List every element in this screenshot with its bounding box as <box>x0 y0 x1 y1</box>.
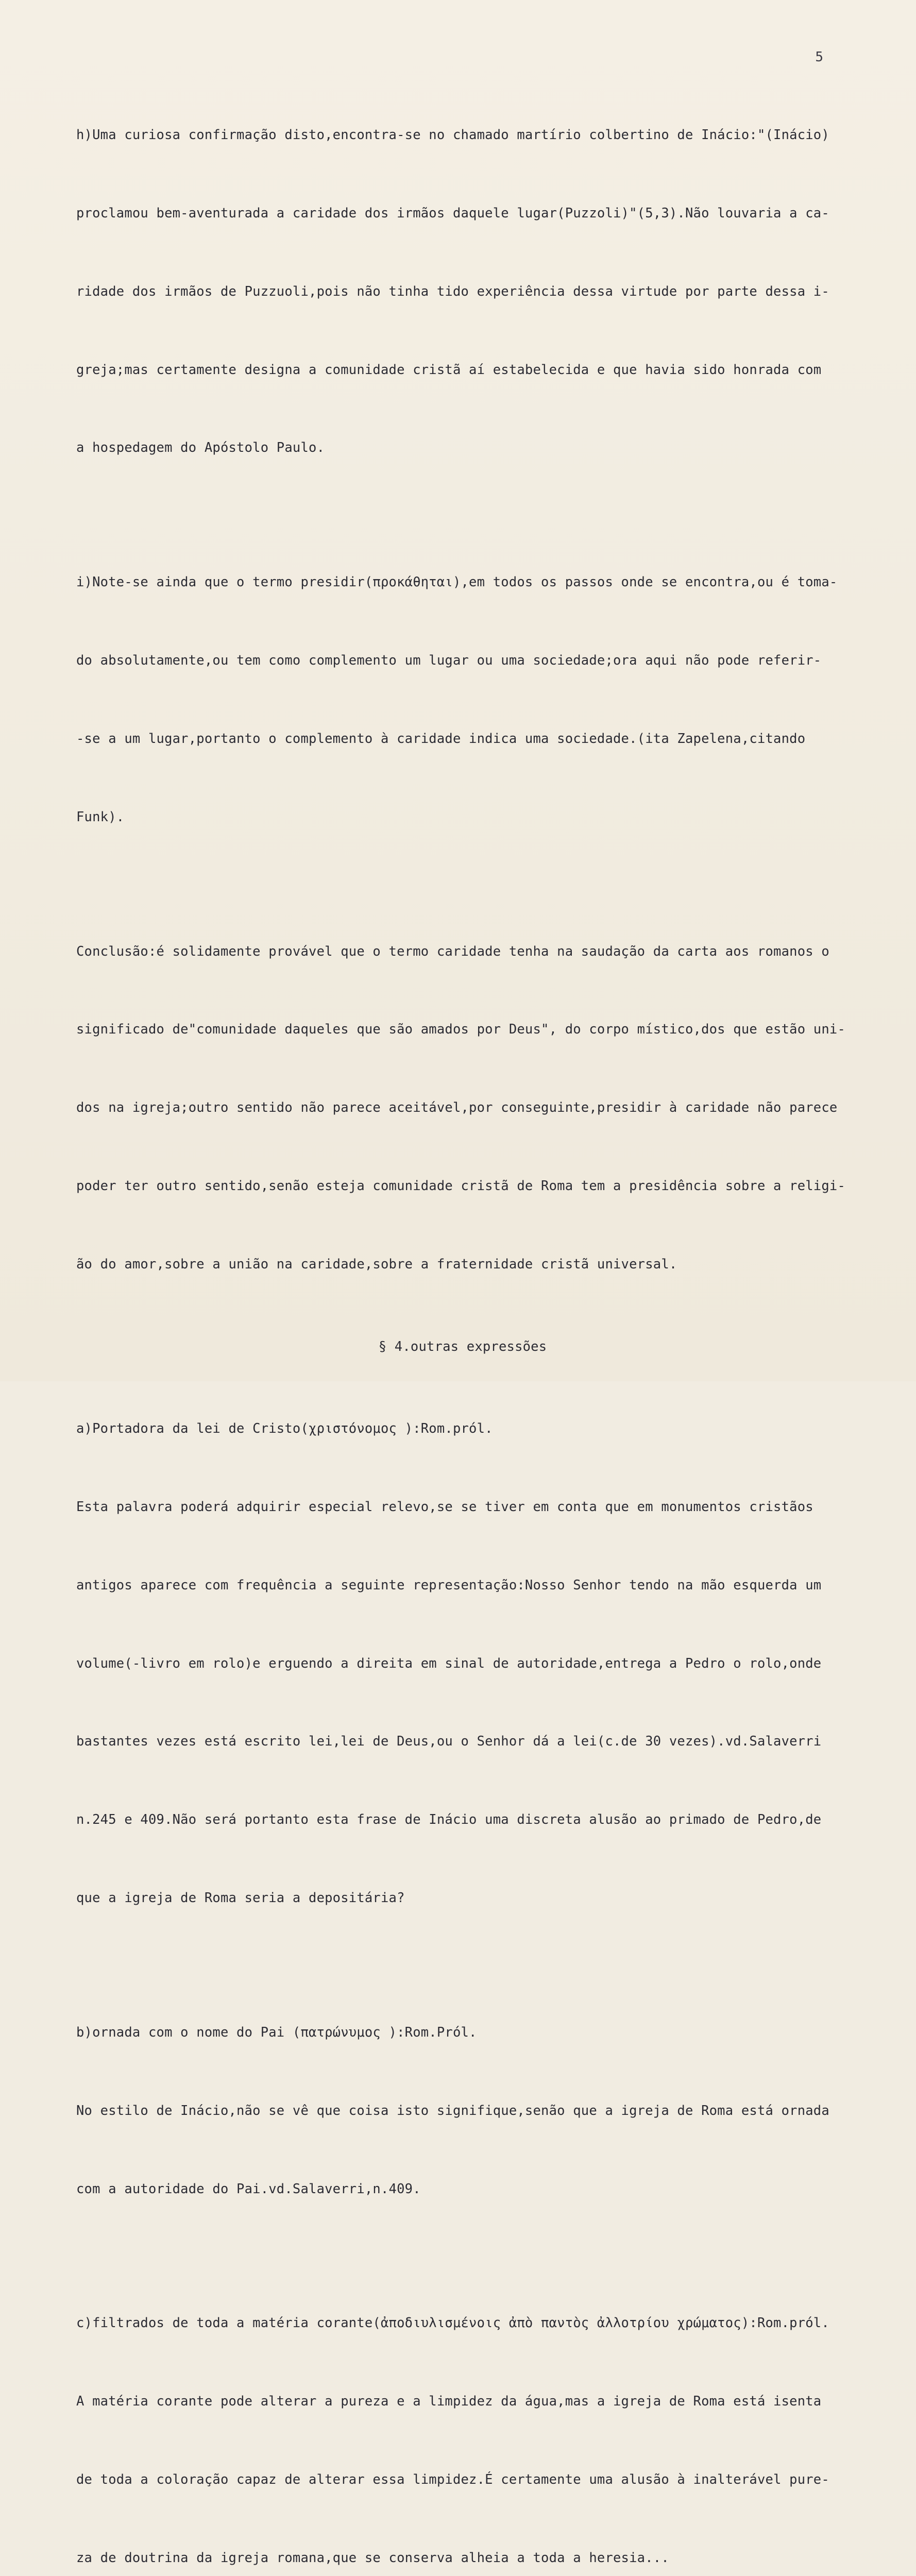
text-line: com a autoridade do Pai.vd.Salaverri,n.409. <box>76 2181 421 2197</box>
text-line: significado de"comunidade daqueles que são amados por Deus", do corpo místico,dos que estão uni- <box>76 1022 846 1038</box>
text-line: ridade dos irmãos de Puzzuoli,pois não tinha tido experiência dessa virtude por parte dessa i- <box>76 283 829 299</box>
text-line: ão do amor,sobre a união na caridade,sobre a fraternidade cristã universal. <box>76 1256 677 1272</box>
text-line: c)filtrados de toda a matéria corante(ἀποδιυλισμένοις ἀπὸ παντὸς ἀλλοτρίου χρώματος):Rom.pról. <box>76 2315 829 2331</box>
page-number: 5 <box>815 49 823 65</box>
text-line: Esta palavra poderá adquirir especial relevo,se se tiver em conta que em monumentos cristãos <box>76 1499 813 1515</box>
text-line: que a igreja de Roma seria a depositária? <box>76 1890 405 1906</box>
text-line: poder ter outro sentido,senão esteja comunidade cristã de Roma tem a presidência sobre a religi- <box>76 1178 846 1194</box>
paragraph-i <box>76 517 849 882</box>
text-line: -se a um lugar,portanto o complemento à caridade indica uma sociedade.(ita Zapelena,citando <box>76 731 806 747</box>
text-line: de toda a coloração capaz de alterar essa limpidez.É certamente uma alusão à inalterável pure- <box>76 2472 829 2488</box>
text-line: greja;mas certamente designa a comunidade cristã aí estabelecida e que havia sido honrada com <box>76 362 822 378</box>
text-line: Conclusão:é solidamente provável que o termo caridade tenha na saudação da carta aos romanos o <box>76 943 829 959</box>
document-body <box>76 70 849 2576</box>
text-line: volume(-livro em rolo)e erguendo a direita em sinal de autoridade,entrega a Pedro o rolo,onde <box>76 1655 822 1671</box>
text-line: h)Uma curiosa confirmação disto,encontra-se no chamado martírio colbertino de Inácio:"(Inácio) <box>76 127 829 143</box>
section-heading: § 4.outras expressões <box>378 1338 547 1354</box>
text-line: proclamou bem-aventurada a caridade dos irmãos daquele lugar(Puzzoli)"(5,3).Não louvaria a ca- <box>76 205 829 221</box>
paragraph-conclusao <box>76 886 849 1329</box>
text-line: Funk). <box>76 809 125 825</box>
text-line: A matéria corante pode alterar a pureza e a limpidez da água,mas a igreja de Roma está isenta <box>76 2394 822 2410</box>
paragraph-c <box>76 2258 849 2576</box>
text-line: a hospedagem do Apóstolo Paulo. <box>76 440 325 456</box>
text-line: No estilo de Inácio,não se vê que coisa isto signifique,senão que a igreja de Roma está ornada <box>76 2103 829 2119</box>
text-line: n.245 e 409.Não será portanto esta frase de Inácio uma discreta alusão ao primado de Pedro,de <box>76 1812 822 1828</box>
paragraph-b <box>76 1968 849 2255</box>
paragraph-a <box>76 1364 849 1963</box>
text-line: antigos aparece com frequência a seguinte representação:Nosso Senhor tendo na mão esquerda um <box>76 1577 822 1593</box>
text-line: bastantes vezes está escrito lei,lei de Deus,ou o Senhor dá a lei(c.de 30 vezes).vd.Salaverri <box>76 1734 822 1750</box>
text-line: za de doutrina da igreja romana,que se conserva alheia a toda a heresia... <box>76 2550 669 2566</box>
text-line: a)Portadora da lei de Cristo(χριστόνομος ):Rom.pról. <box>76 1421 493 1437</box>
text-line: b)ornada com o nome do Pai (πατρώνυμος ):Rom.Pról. <box>76 2024 477 2040</box>
text-line: i)Note-se ainda que o termo presidir(προκάθηται),em todos os passos onde se encontra,ou é toma- <box>76 574 838 590</box>
paragraph-h <box>76 70 849 513</box>
text-line: do absolutamente,ou tem como complemento um lugar ou uma sociedade;ora aqui não pode referir- <box>76 653 822 669</box>
text-line: dos na igreja;outro sentido não parece aceitável,por conseguinte,presidir à caridade não parece <box>76 1100 838 1116</box>
